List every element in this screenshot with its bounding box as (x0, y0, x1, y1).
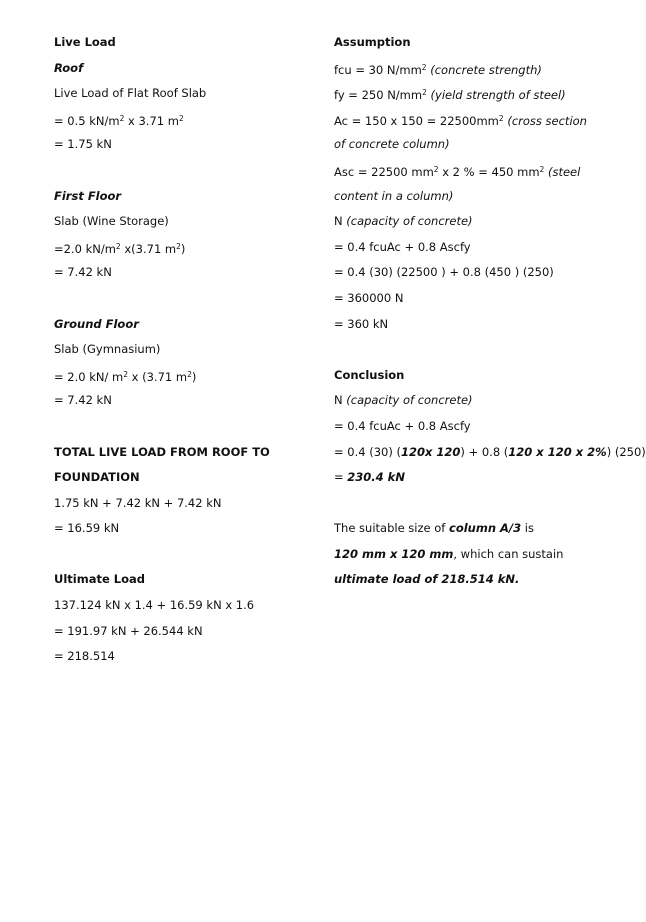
total-live-load-heading: TOTAL LIVE LOAD FROM ROOF TO (54, 444, 270, 459)
first-floor-calculation: =2.0 $kN/m^2$ x(3.71 $m^2$) (54, 241, 186, 256)
conclusion-formula: = 0.4 fcuAc + 0.8 Ascfy (334, 418, 471, 433)
capacity-result-kn: = 360 kN (334, 316, 389, 331)
ground-floor-description: Slab (Gymnasium) (54, 342, 161, 357)
live-load-heading: Live Load (54, 35, 116, 49)
first-floor-description: Slab (Wine Storage) (54, 214, 169, 229)
spacer (334, 340, 624, 366)
spacer (54, 289, 304, 315)
fy-line: fy = 250 $N/mm^2$ (yield strength of steel) (334, 88, 566, 103)
suitable-size-line: The suitable size of column A/3 is (334, 521, 534, 536)
ground-floor-calculation: = 2.0 kN/ $m^2$ x (3.71 $m^2$) (54, 369, 197, 384)
ground-floor-result: = 7.42 kN (54, 393, 112, 408)
roof-result: = 1.75 kN (54, 137, 112, 152)
conclusion-capacity-label: N (capacity of concrete) (334, 393, 473, 408)
spacer (334, 494, 624, 520)
first-floor-heading: First Floor (54, 188, 122, 203)
ultimate-load-calculation: 137.124 kN x 1.4 + 16.59 kN x 1.6 (54, 598, 255, 613)
capacity-label: N (capacity of concrete) (334, 214, 473, 229)
capacity-substitution: = 0.4 (30) (22500 ) + 0.8 (450 ) (250) (334, 265, 554, 280)
suitable-size-ultimate: ultimate load of 218.514 kN. (334, 572, 520, 587)
roof-description: Live Load of Flat Roof Slab (54, 86, 207, 101)
conclusion-heading: Conclusion (334, 367, 405, 382)
conclusion-result: = 230.4 kN (334, 470, 405, 485)
ultimate-load-step: = 191.97 kN + 26.544 kN (54, 623, 203, 638)
ultimate-load-result: = 218.514 (54, 649, 115, 664)
assumption-heading: Assumption (334, 35, 411, 49)
ground-floor-heading: Ground Floor (54, 316, 139, 331)
capacity-result-n: = 360000 N (334, 290, 404, 305)
left-column (54, 33, 304, 673)
right-column (334, 33, 646, 596)
spacer (54, 545, 304, 571)
fcu-line: fcu = 30 $N/mm^2$ (concrete strength) (334, 62, 542, 77)
capacity-formula: = 0.4 fcuAc + 0.8 Ascfy (334, 239, 471, 254)
asc-note-cont: content in a column) (334, 188, 454, 203)
conclusion-substitution: = 0.4 (30) (120x 120) + 0.8 (120 x 120 x 2%) (250) (334, 444, 646, 459)
roof-heading: Roof (54, 60, 84, 75)
asc-line: Asc = 22500 $mm^2$ x 2 % = 450 $mm^2$ (steel (334, 164, 581, 179)
total-result: = 16.59 kN (54, 521, 120, 536)
ultimate-load-heading: Ultimate Load (54, 572, 145, 587)
first-floor-result: = 7.42 kN (54, 265, 112, 280)
suitable-size-dimensions: 120 mm x 120 mm, which can sustain (334, 546, 564, 561)
total-live-load-heading-cont: FOUNDATION (54, 470, 140, 485)
roof-calculation: = 0.5 $kN/m^2$ x 3.71 $m^2$ (54, 113, 184, 128)
ac-note-cont: of concrete column) (334, 137, 450, 152)
ac-line: Ac = 150 x $150 = 22500mm^2$ (cross section (334, 113, 587, 128)
total-sum: 1.75 kN + 7.42 kN + 7.42 kN (54, 495, 222, 510)
spacer (54, 417, 304, 443)
spacer (54, 161, 304, 187)
